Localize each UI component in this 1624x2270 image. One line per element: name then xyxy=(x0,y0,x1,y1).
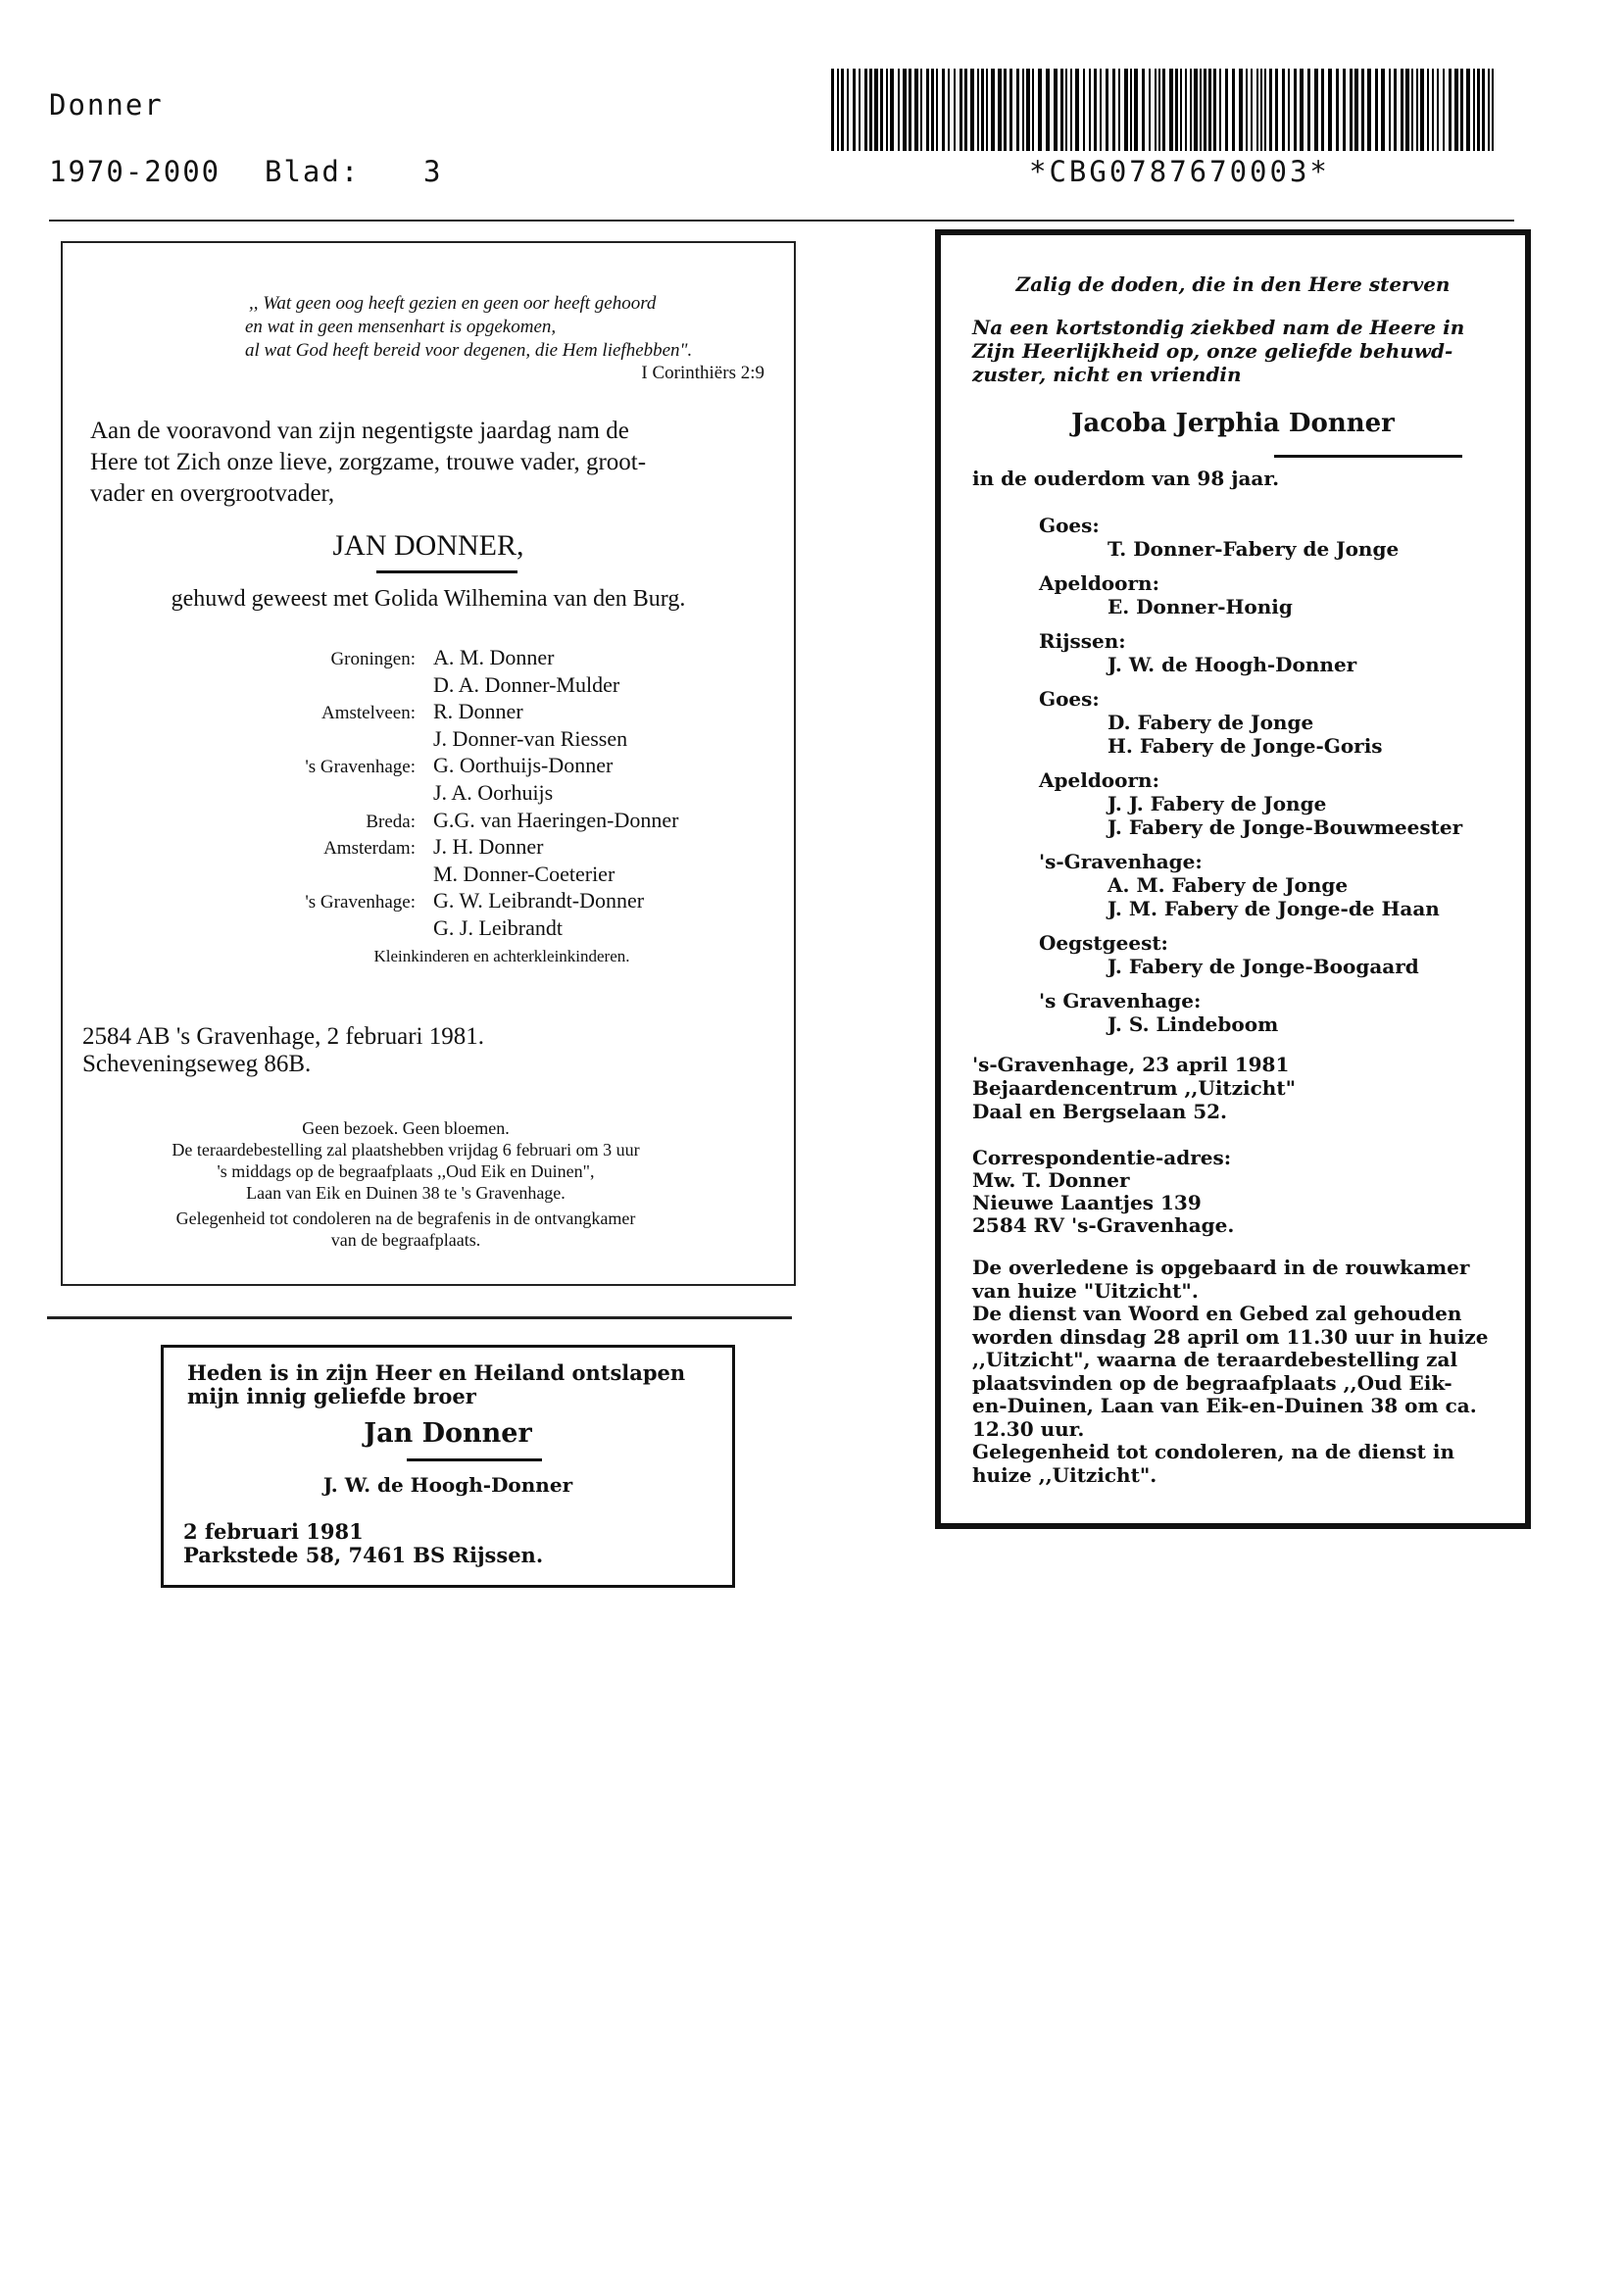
family-row xyxy=(161,699,678,726)
small-intro-line: mijn innig geliefde broer xyxy=(187,1384,476,1408)
place-date-line: Daal en Bergselaan 52. xyxy=(972,1100,1227,1123)
name-underline xyxy=(376,570,517,573)
closing-line: 12.30 uur. xyxy=(972,1416,1085,1441)
family-member-name: D. Fabery de Jonge xyxy=(1107,711,1314,734)
intro-line: vader en overgrootvader, xyxy=(90,480,335,507)
family-member-name: G.G. van Haeringen-Donner xyxy=(433,807,679,832)
family-member-name: H. Fabery de Jonge-Goris xyxy=(1107,734,1383,758)
family-place: Rijssen: xyxy=(1039,629,1126,653)
intro-line: Zijn Heerlijkheid op, onze geliefde behuwd- xyxy=(972,339,1453,363)
family-place: Goes: xyxy=(1039,687,1100,711)
small-address: Parkstede 58, 7461 BS Rijssen. xyxy=(183,1543,544,1567)
family-place: Oegstgeest: xyxy=(1039,931,1168,955)
closing-line: plaatsvinden op de begraafplaats ,,Oud Eik- xyxy=(972,1370,1452,1395)
small-intro-line: Heden is in zijn Heer en Heiland ontslapen xyxy=(187,1360,686,1385)
closing-line: van de begraafplaats. xyxy=(330,1230,481,1250)
family-list xyxy=(161,645,678,943)
family-group xyxy=(1039,571,1462,618)
family-member-name: E. Donner-Honig xyxy=(1107,595,1293,618)
family-member-name: R. Donner xyxy=(433,699,523,724)
obituary-notice-jan-donner xyxy=(61,241,796,1286)
family-group xyxy=(1039,687,1462,758)
address-block xyxy=(82,1023,484,1078)
notice-bottom-rule xyxy=(47,1316,792,1319)
name-underline xyxy=(1274,455,1462,458)
family-member-name: G. J. Leibrandt xyxy=(433,914,563,940)
family-member-name: J. S. Lindeboom xyxy=(1107,1012,1279,1036)
small-signer: J. W. de Hoogh-Donner xyxy=(322,1473,573,1497)
correspondence-line: Correspondentie-adres: xyxy=(972,1146,1232,1169)
closing-block xyxy=(63,1117,749,1251)
family-group xyxy=(1039,931,1462,978)
family-place: Apeldoorn: xyxy=(1039,768,1159,792)
closing-line: Laan van Eik en Duinen 38 te 's Gravenhage. xyxy=(246,1183,566,1203)
intro-block xyxy=(972,316,1464,386)
motto: Zalig de doden, die in den Here sterven xyxy=(1015,272,1451,296)
intro-line: Here tot Zich onze lieve, zorgzame, trouwe vader, groot- xyxy=(90,449,647,475)
closing-block xyxy=(972,1257,1489,1487)
closing-line: van huize "Uitzicht". xyxy=(972,1278,1199,1303)
family-group xyxy=(1039,850,1462,920)
family-place: 's Gravenhage: xyxy=(305,892,416,913)
header-period: 1970-2000 xyxy=(49,155,221,188)
small-deceased-name: Jan Donner xyxy=(364,1418,532,1449)
family-group xyxy=(1039,989,1462,1036)
place-date-line: 's-Gravenhage, 23 april 1981 xyxy=(972,1053,1290,1076)
family-member-name: G. Oorthuijs-Donner xyxy=(433,753,614,778)
family-member-name: J. W. de Hoogh-Donner xyxy=(1107,653,1357,676)
family-member-name: A. M. Fabery de Jonge xyxy=(1107,873,1349,897)
closing-line: worden dinsdag 28 april om 11.30 uur in huize xyxy=(972,1324,1489,1349)
header-sheet-number: 3 xyxy=(423,155,443,188)
quote-reference: I Corinthiërs 2:9 xyxy=(641,363,764,383)
correspondence-line: 2584 RV 's-Gravenhage. xyxy=(972,1213,1235,1237)
correspondence-line: Nieuwe Laantjes 139 xyxy=(972,1191,1202,1214)
family-member-name: J. Donner-van Riessen xyxy=(433,725,628,751)
deceased-name: Jacoba Jerphia Donner xyxy=(1071,409,1395,438)
family-list xyxy=(1039,514,1462,1047)
family-member-name: D. A. Donner-Mulder xyxy=(433,671,620,697)
closing-line: De overledene is opgebaard in de rouwkamer xyxy=(972,1256,1470,1279)
family-place: Amsterdam: xyxy=(323,838,416,860)
closing-line: Gelegenheid tot condoleren, na de dienst in xyxy=(972,1440,1454,1463)
obituary-notice-jacoba-donner xyxy=(935,229,1531,1529)
obituary-notice-brother xyxy=(161,1345,735,1588)
place-date-block xyxy=(972,1053,1296,1123)
intro-text xyxy=(90,416,646,510)
family-member-name: J. Fabery de Jonge-Boogaard xyxy=(1107,955,1419,978)
place-date-line: Bejaardencentrum ,,Uitzicht" xyxy=(972,1076,1296,1100)
closing-line: De dienst van Woord en Gebed zal gehouden xyxy=(972,1302,1462,1325)
deceased-name: JAN DONNER, xyxy=(332,529,524,562)
closing-line: Gelegenheid tot condoleren na de begrafenis in de ontvangkamer xyxy=(175,1209,636,1228)
family-place: Apeldoorn: xyxy=(1039,571,1159,595)
family-place: Breda: xyxy=(366,811,416,832)
family-group xyxy=(1039,768,1462,839)
closing-line: ,,Uitzicht", waarna de teraardebestelling zal xyxy=(972,1348,1458,1371)
family-group xyxy=(1039,629,1462,676)
family-row xyxy=(161,753,678,780)
header-sheet-label: Blad: xyxy=(265,155,361,188)
quote-line: al wat God heeft bereid voor degenen, die Hem liefhebben". xyxy=(245,340,693,361)
family-row xyxy=(161,808,678,835)
closing-line: De teraardebestelling zal plaatshebben vrijdag 6 februari om 3 uur xyxy=(172,1140,640,1160)
family-member-name: J. H. Donner xyxy=(433,834,544,860)
correspondence-block xyxy=(972,1147,1234,1237)
family-row xyxy=(161,888,678,915)
family-row xyxy=(161,915,678,943)
quote-line: ,, Wat geen oog heeft gezien en geen oor heeft gehoord xyxy=(249,293,657,314)
family-place: Amstelveen: xyxy=(320,703,416,724)
closing-line: Geen bezoek. Geen bloemen. xyxy=(302,1118,510,1138)
address-line: Scheveningseweg 86B. xyxy=(82,1051,312,1077)
family-place: Groningen: xyxy=(330,649,416,669)
closing-line: en-Duinen, Laan van Eik-en-Duinen 38 om ca. xyxy=(972,1394,1477,1417)
spouse-line: gehuwd geweest met Golida Wilhemina van den Burg. xyxy=(171,586,686,612)
family-member-name: J. A. Oorhuijs xyxy=(433,779,554,805)
barcode xyxy=(831,69,1500,151)
family-member-name: A. M. Donner xyxy=(433,645,555,669)
family-member-name: J. J. Fabery de Jonge xyxy=(1107,792,1327,815)
header-name: Donner xyxy=(49,88,164,122)
small-date: 2 februari 1981 xyxy=(183,1519,364,1544)
family-place: Goes: xyxy=(1039,514,1100,537)
family-row xyxy=(161,780,678,808)
family-row xyxy=(161,645,678,672)
barcode-text: *CBG0787670003* xyxy=(1029,155,1330,188)
family-row xyxy=(161,726,678,754)
quote-line: en wat in geen mensenhart is opgekomen, xyxy=(245,317,557,337)
intro-line: Na een kortstondig ziekbed nam de Heere in xyxy=(972,316,1465,339)
family-place: 's Gravenhage: xyxy=(305,757,416,778)
family-member-name: M. Donner-Coeterier xyxy=(433,861,615,886)
family-group xyxy=(1039,514,1462,561)
family-place: 's Gravenhage: xyxy=(1039,989,1202,1012)
family-member-name: J. Fabery de Jonge-Bouwmeester xyxy=(1107,815,1463,839)
family-member-name: J. M. Fabery de Jonge-de Haan xyxy=(1107,897,1440,920)
family-member-name: G. W. Leibrandt-Donner xyxy=(433,888,645,913)
correspondence-line: Mw. T. Donner xyxy=(972,1168,1130,1192)
family-row xyxy=(161,862,678,889)
family-row xyxy=(161,672,678,700)
intro-line: Aan de vooravond van zijn negentigste jaardag nam de xyxy=(90,418,629,444)
family-row xyxy=(161,834,678,862)
family-member-name: T. Donner-Fabery de Jonge xyxy=(1107,537,1400,561)
address-line: 2584 AB 's Gravenhage, 2 februari 1981. xyxy=(82,1023,484,1050)
closing-line: 's middags op de begraafplaats ,,Oud Eik en Duinen", xyxy=(217,1161,595,1181)
family-place: 's-Gravenhage: xyxy=(1039,850,1203,873)
name-underline xyxy=(407,1458,542,1461)
grandchildren-line: Kleinkinderen en achterkleinkinderen. xyxy=(373,947,630,965)
header-rule xyxy=(49,220,1514,222)
intro-line: zuster, nicht en vriendin xyxy=(972,363,1242,386)
closing-line: huize ,,Uitzicht". xyxy=(972,1462,1157,1487)
age-line: in de ouderdom van 98 jaar. xyxy=(972,467,1280,490)
